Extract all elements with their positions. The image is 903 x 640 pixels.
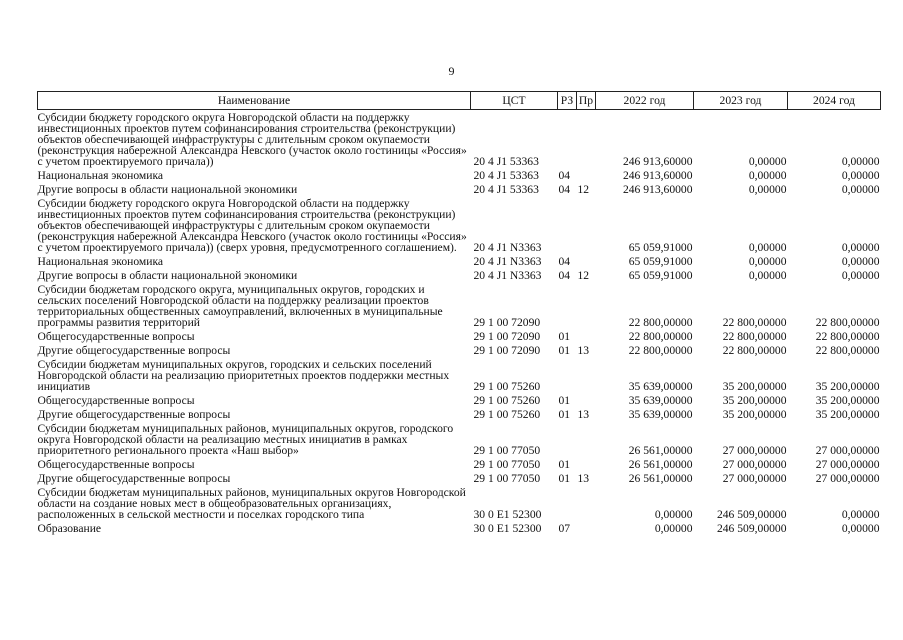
row-2024: 35 200,00000 xyxy=(815,380,880,393)
table-row xyxy=(38,110,881,169)
row-name: Другие общегосударственные вопросы xyxy=(37,472,231,485)
budget-table xyxy=(37,91,881,535)
row-2024: 27 000,00000 xyxy=(815,458,880,471)
row-name: Субсидии бюджетам муниципальных районов, муниципальных округов, городского округа Новгородской области на реализацию местных инициатив в рамках приоритетного регионального проекта «Наш выбор» xyxy=(37,422,454,457)
row-name: Субсидии бюджетам муниципальных районов, муниципальных округов Новгородской области на создание новых мест в общеобразовательных организациях, расположенных в сельской местности и поселках городского типа xyxy=(37,486,466,521)
row-2022: 26 561,00000 xyxy=(628,444,693,457)
row-2024: 0,00000 xyxy=(841,508,880,521)
row-rz xyxy=(558,357,577,393)
table-row xyxy=(38,407,881,421)
row-2022: 0,00000 xyxy=(654,522,693,535)
table-row xyxy=(38,254,881,268)
row-name: Общегосударственные вопросы xyxy=(37,394,195,407)
row-2024: 22 800,00000 xyxy=(815,330,880,343)
row-2023: 246 509,00000 xyxy=(716,522,787,535)
row-2023: 0,00000 xyxy=(748,241,787,254)
row-2022: 35 639,00000 xyxy=(628,380,693,393)
row-pr xyxy=(577,282,596,329)
row-2023: 22 800,00000 xyxy=(722,330,787,343)
row-cst: 29 1 00 75260 xyxy=(473,394,541,407)
row-cst: 30 0 E1 52300 xyxy=(473,522,542,535)
row-2022: 22 800,00000 xyxy=(628,344,693,357)
table-body xyxy=(38,110,881,536)
row-2024: 0,00000 xyxy=(841,183,880,196)
table-row xyxy=(38,357,881,393)
row-2023: 22 800,00000 xyxy=(722,344,787,357)
row-pr xyxy=(577,196,596,254)
row-2024: 35 200,00000 xyxy=(815,408,880,421)
row-name: Общегосударственные вопросы xyxy=(37,458,195,471)
row-pr xyxy=(577,357,596,393)
row-2024: 22 800,00000 xyxy=(815,344,880,357)
row-cst: 29 1 00 77050 xyxy=(473,444,541,457)
row-pr: 12 xyxy=(577,183,590,196)
row-2022: 65 059,91000 xyxy=(628,269,693,282)
header-cst: ЦСТ xyxy=(471,92,558,110)
row-cst: 30 0 E1 52300 xyxy=(473,508,542,521)
page-number: 9 xyxy=(448,64,455,78)
row-2024: 0,00000 xyxy=(841,241,880,254)
row-2023: 22 800,00000 xyxy=(722,316,787,329)
row-2024: 27 000,00000 xyxy=(815,444,880,457)
row-rz: 01 xyxy=(558,394,571,407)
row-name: Образование xyxy=(37,522,102,535)
row-2023: 35 200,00000 xyxy=(722,408,787,421)
row-2023: 27 000,00000 xyxy=(722,458,787,471)
row-2023: 27 000,00000 xyxy=(722,472,787,485)
row-name: Субсидии бюджетам городского округа, муниципальных округов, городских и сельских поселений Новгородской области на поддержку реализации проектов территориальных общественных самоуправлений, включенных в муниципальные программы развития территорий xyxy=(37,283,443,329)
row-rz xyxy=(558,485,577,521)
row-name: Общегосударственные вопросы xyxy=(37,330,195,343)
row-2022: 35 639,00000 xyxy=(628,408,693,421)
row-2024: 0,00000 xyxy=(841,522,880,535)
table-row xyxy=(38,521,881,535)
row-2022: 26 561,00000 xyxy=(628,458,693,471)
table-row xyxy=(38,421,881,457)
table-row xyxy=(38,471,881,485)
row-2022: 0,00000 xyxy=(654,508,693,521)
row-rz xyxy=(558,282,577,329)
row-2023: 0,00000 xyxy=(748,183,787,196)
header-2023: 2023 год xyxy=(694,92,788,110)
row-rz xyxy=(558,110,577,169)
row-pr: 13 xyxy=(577,408,590,421)
row-2023: 35 200,00000 xyxy=(722,394,787,407)
header-pr: Пр xyxy=(577,92,596,110)
table-header xyxy=(38,92,881,110)
row-rz: 04 xyxy=(558,269,571,282)
table-row xyxy=(38,168,881,182)
row-pr xyxy=(577,521,596,535)
row-name: Другие вопросы в области национальной экономики xyxy=(37,183,298,196)
row-2024: 27 000,00000 xyxy=(815,472,880,485)
row-rz: 01 xyxy=(558,458,571,471)
row-pr xyxy=(577,168,596,182)
row-pr xyxy=(577,393,596,407)
row-pr xyxy=(577,254,596,268)
row-2022: 65 059,91000 xyxy=(628,241,693,254)
row-cst: 29 1 00 72090 xyxy=(473,330,541,343)
table-row xyxy=(38,182,881,196)
row-2023: 246 509,00000 xyxy=(716,508,787,521)
header-row xyxy=(38,92,881,110)
row-2023: 35 200,00000 xyxy=(722,380,787,393)
row-rz: 01 xyxy=(558,344,571,357)
row-rz xyxy=(558,196,577,254)
row-2024: 0,00000 xyxy=(841,255,880,268)
row-rz: 01 xyxy=(558,472,571,485)
row-cst: 29 1 00 72090 xyxy=(473,344,541,357)
row-rz: 01 xyxy=(558,408,571,421)
row-cst: 29 1 00 75260 xyxy=(473,408,541,421)
row-2022: 22 800,00000 xyxy=(628,330,693,343)
table-row xyxy=(38,329,881,343)
row-pr xyxy=(577,329,596,343)
row-2024: 0,00000 xyxy=(841,269,880,282)
table-row xyxy=(38,196,881,254)
row-pr xyxy=(577,110,596,169)
row-cst: 20 4 J1 53363 xyxy=(473,183,539,196)
row-2023: 0,00000 xyxy=(748,169,787,182)
row-cst: 29 1 00 75260 xyxy=(473,380,541,393)
row-rz xyxy=(558,421,577,457)
row-cst: 20 4 J1 53363 xyxy=(473,169,539,182)
row-pr xyxy=(577,421,596,457)
row-rz: 04 xyxy=(558,169,571,182)
row-cst: 29 1 00 77050 xyxy=(473,472,541,485)
row-name: Субсидии бюджетам муниципальных округов, городских и сельских поселений Новгородской области на реализацию приоритетных проектов поддержки местных инициатив xyxy=(37,358,450,393)
row-cst: 29 1 00 77050 xyxy=(473,458,541,471)
table-row xyxy=(38,268,881,282)
row-cst: 20 4 J1 N3363 xyxy=(473,241,542,254)
row-2024: 0,00000 xyxy=(841,155,880,168)
row-cst: 20 4 J1 N3363 xyxy=(473,269,542,282)
row-2024: 22 800,00000 xyxy=(815,316,880,329)
row-name: Национальная экономика xyxy=(37,255,164,268)
row-pr xyxy=(577,485,596,521)
row-name: Другие вопросы в области национальной экономики xyxy=(37,269,298,282)
header-2022: 2022 год xyxy=(596,92,694,110)
row-2024: 0,00000 xyxy=(841,169,880,182)
row-name: Другие общегосударственные вопросы xyxy=(37,408,231,421)
row-2022: 246 913,60000 xyxy=(622,183,693,196)
row-cst: 29 1 00 72090 xyxy=(473,316,541,329)
row-pr: 13 xyxy=(577,472,590,485)
header-rz: РЗ xyxy=(558,92,577,110)
row-name: Национальная экономика xyxy=(37,169,164,182)
table-row xyxy=(38,343,881,357)
row-rz: 07 xyxy=(558,522,571,535)
row-pr xyxy=(577,457,596,471)
row-cst: 20 4 J1 53363 xyxy=(473,155,539,168)
row-2022: 246 913,60000 xyxy=(622,155,693,168)
row-name: Другие общегосударственные вопросы xyxy=(37,344,231,357)
row-rz: 04 xyxy=(558,255,571,268)
row-2023: 0,00000 xyxy=(748,255,787,268)
budget-table-container xyxy=(37,91,880,535)
row-pr: 12 xyxy=(577,269,590,282)
row-2022: 246 913,60000 xyxy=(622,169,693,182)
row-2022: 65 059,91000 xyxy=(628,255,693,268)
row-name: Субсидии бюджету городского округа Новгородской области на поддержку инвестиционных проектов путем софинансирования строительства (реконструкции) объектов обеспечивающей инфраструктуры с длительным сроком окупаемости (реконструкция набережной Александра Невского (участок около гостиницы «Россия» с учетом проектируемого причала)) (сверх уровня, предусмотренного соглашением). xyxy=(37,197,467,254)
row-rz: 04 xyxy=(558,183,571,196)
header-name: Наименование xyxy=(38,92,471,110)
row-2023: 0,00000 xyxy=(748,269,787,282)
table-row xyxy=(38,457,881,471)
row-name: Субсидии бюджету городского округа Новгородской области на поддержку инвестиционных проектов путем софинансирования строительства (реконструкции) объектов обеспечивающей инфраструктуры с длительным сроком окупаемости (реконструкция набережной Александра Невского (участок около гостиницы «Россия» с учетом проектируемого причала)) xyxy=(37,111,467,168)
row-2024: 35 200,00000 xyxy=(815,394,880,407)
row-2022: 35 639,00000 xyxy=(628,394,693,407)
row-pr: 13 xyxy=(577,344,590,357)
header-2024: 2024 год xyxy=(788,92,881,110)
row-2023: 27 000,00000 xyxy=(722,444,787,457)
table-row xyxy=(38,282,881,329)
row-cst: 20 4 J1 N3363 xyxy=(473,255,542,268)
table-row xyxy=(38,485,881,521)
row-2023: 0,00000 xyxy=(748,155,787,168)
row-2022: 22 800,00000 xyxy=(628,316,693,329)
row-2022: 26 561,00000 xyxy=(628,472,693,485)
table-row xyxy=(38,393,881,407)
row-rz: 01 xyxy=(558,330,571,343)
